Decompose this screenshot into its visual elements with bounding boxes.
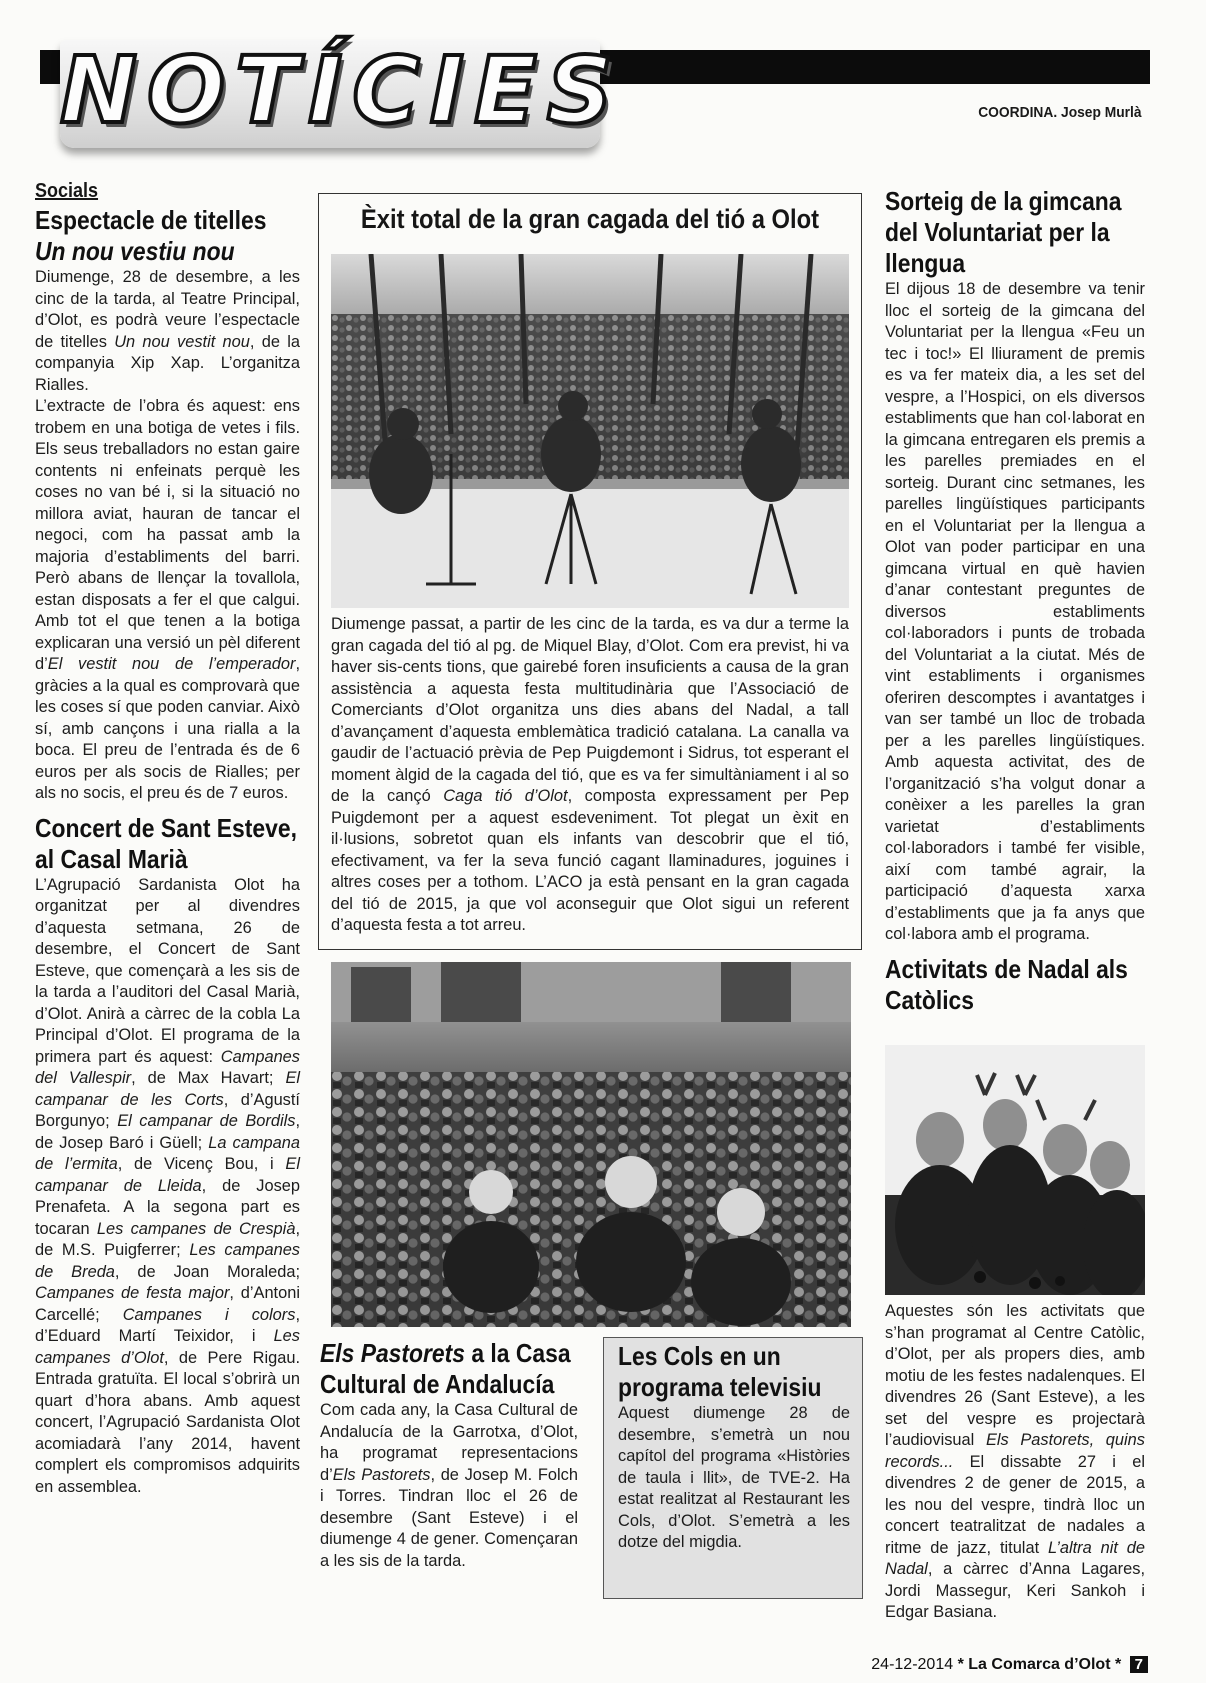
children-crowd-photo	[331, 962, 851, 1327]
gimcana-title: Sorteig de la gimcana del Voluntariat per la llengua	[885, 186, 1122, 278]
featured-article-body-wrap	[331, 614, 849, 937]
article-body-concert: L’Agrupació Sardanista Olot ha organitzat per al divendres d’aquesta setmana, 26 de desembre, el Concert de Sant Esteve, que començarà a les sis de la tarda a l’auditori del Casal Marià, d’Olot. Anirà a càrrec de la cobla La Principal d’Olot. El programa de la primera part és aquest: Campanes del Vallespir, de Max Havart; El campanar de les Corts, d’Agustí Borgunyo; El campanar de Bordils, de Josep Baró i Güell; La campana de l’ermita, de Vicenç Bou, i El campanar de Lleida, de Josep Prenafeta. A la segona part es tocaran Les campanes de Crespià, de M.S. Puigferrer; Les campanes de Breda, de Joan Moraleda; Campanes de festa major, d’Antoni Carcellé; Campanes i colors, d’Eduard Martí Teixidor, i Les campanes d’Olot, de Pere Rigau. Entrada gratuïta. El local s’obrirà un quart d’hora abans. Amb aquest concert, l’Agrupació Sardanista Olot acomiadarà l’any 2014, havent complert els compromisos adquirits en assemblea.	[35, 875, 301, 1496]
catolics-title: Activitats de Nadal als Catòlics	[885, 953, 1128, 1015]
les-cols-body: Aquest diumenge 28 de desembre, s’emetrà un nou capítol del programa «Històries de taula i llit», de TVE-2. Ha estat realitzat al Restaurant les Cols, d’Olot. S’emetrà a les dotze del migdia.	[618, 1404, 850, 1551]
article-subtitle-puppets: Un nou vestiu nou	[35, 236, 235, 266]
pastorets-title: Els Pastorets a la Casa Cultural de Andalucía	[320, 1338, 571, 1399]
left-column	[35, 180, 300, 1498]
footer-separator: *	[957, 1656, 964, 1673]
coordinator-label: COORDINA.	[978, 104, 1058, 121]
masthead-logo: NOTÍCIES	[60, 37, 624, 144]
coordinator-name: Josep Murlà	[1061, 104, 1142, 121]
article-title-puppets: Espectacle de titelles	[35, 205, 267, 235]
coordinator-credit	[979, 104, 1142, 121]
concert-photo	[331, 254, 849, 608]
pastorets-article	[320, 1338, 578, 1572]
catolics-group-photo	[885, 1045, 1145, 1295]
gimcana-body: El dijous 18 de desembre va tenir lloc el sorteig de la gimcana del Voluntariat per la llengua «Feu un tec i toc!» El lliurament de premis es va fer mateix dia, a les set del vespre, a l’Hospici, on els diversos establiments que han col·laborat en la gimcana entregaren els premis a les parelles premiades en el sorteig. Durant cinc setmanes, les parelles lingüístiques participants en el Voluntariat per la llengua a Olot van poder participar en una gimcana virtual en què havien d’anar contestant preguntes de diversos establiments col·laboradors i punts de trobada del Voluntariat a la ciutat. Més de vint establiments i organismes oferiren descomptes i avantatges i van ser també un lloc de trobada per a les parelles lingüístiques. Amb aquesta activitat, des de l’organització s’ha volgut donar a conèixer a les parelles la gran varietat d’establiments col·laboradors i també fer visible, així com també agrair, la participació d’aquesta xarxa d’establiments que ja fa anys que col·labora amb el programa.	[885, 280, 1145, 943]
featured-article-title: Èxit total de la gran cagada del tió a Olot	[360, 204, 820, 234]
publication-name: La Comarca d’Olot	[968, 1656, 1111, 1673]
right-column	[885, 186, 1145, 1016]
article-body-puppets-p1: Diumenge, 28 de desembre, a les cinc de la tarda, al Teatre Principal, d’Olot, es podrà veure l’espectacle de titelles Un nou vestit nou, de la companyia Xip Xap. L’organitza Rialles.	[35, 268, 300, 394]
footer-separator-2: *	[1114, 1656, 1122, 1673]
pastorets-body: Com cada any, la Casa Cultural de Andalucía de la Garrotxa, d’Olot, ha programat representacions d’Els Pastorets, de Josep M. Folch i Torres. Tindran lloc el 26 de desembre (Sant Esteve) i el diumenge 4 de gener. Començaran a les sis de la tarda.	[320, 1401, 578, 1570]
catolics-article	[885, 1301, 1145, 1624]
page-number: 7	[1130, 1656, 1148, 1673]
les-cols-article	[618, 1341, 850, 1554]
section-label: Socials	[35, 180, 99, 202]
page-footer	[871, 1656, 1148, 1674]
catolics-body: Aquestes són les activitats que s’han programat al Centre Catòlic, d’Olot, per als propers dies, amb motiu de les festes nadalenques. El divendres 26 (Sant Esteve), a les set del vespre es projectarà l’audiovisual Els Pastorets, quins records... El dissabte 27 i el divendres 2 de gener de 2015, a les nou del vespre, tindrà lloc un concert teatralitzat de nadales a ritme de jazz, titulat L’altra nit de Nadal, a càrrec d’Anna Lagares, Jordi Massegur, Keri Sankoh i Edgar Basiana.	[885, 1302, 1146, 1621]
les-cols-title: Les Cols en un programa televisiu	[618, 1341, 822, 1402]
featured-article-body: Diumenge passat, a partir de les cinc de la tarda, es va dur a terme la gran cagada del tió al pg. de Miquel Blay, d’Olot. Com era previst, hi va haver sis-cents tions, que gairebé foren insuficients a causa de la gran assistència a aquesta festa multitudinària que l’Associació de Comerciants d’Olot organitza uns dies abans del Nadal, a tall d’avançament d’aquesta emblemàtica tradició catalana. La canalla va gaudir de l’actuació prèvia de Pep Puigdemont i Sidrus, tot esperant el moment àlgid de la cagada del tió, que es va fer simultàniament i al so de la cançó Caga tió d’Olot, composta expressament per Pep Puigdemont per a aquest esdeveniment. Tot plegat un èxit en il·lusions, sobretot quan els infants van descobrir que el tió, efectivament, va fer la seva funció cagant llaminadures, joguines i altres coses per a tothom. L’ACO ja està pensant en la gran cagada del tió de 2015, ja que vol aconseguir que Olot sigui un referent d’aquesta festa a tot arreu.	[331, 615, 850, 934]
article-title-concert: Concert de Sant Esteve, al Casal Marià	[35, 812, 297, 874]
issue-date: 24-12-2014	[871, 1656, 954, 1673]
article-body-puppets-p2: L’extracte de l’obra és aquest: ens trobem en una botiga de vetes i fils. Els seus treballadors no estan gaire contents ni enfeinats perquè les coses no van bé i, si la situació no millora aviat, hauran de tancar el negoci, com ha passat amb la majoria d’establiments del barri. Però abans de llençar la tovallola, estan disposats a fer el que calgui. Amb tot el que tenen a la botiga explicaran una versió un pèl diferent d’El vestit nou de l’emperador, gràcies a la qual es comprovarà que les coses sí que poden canviar. Això sí, amb cançons i una rialla a la boca. El preu de l’entrada és de 6 euros per als socis de Rialles; per als no socis, el preu és de 7 euros.	[35, 397, 300, 802]
